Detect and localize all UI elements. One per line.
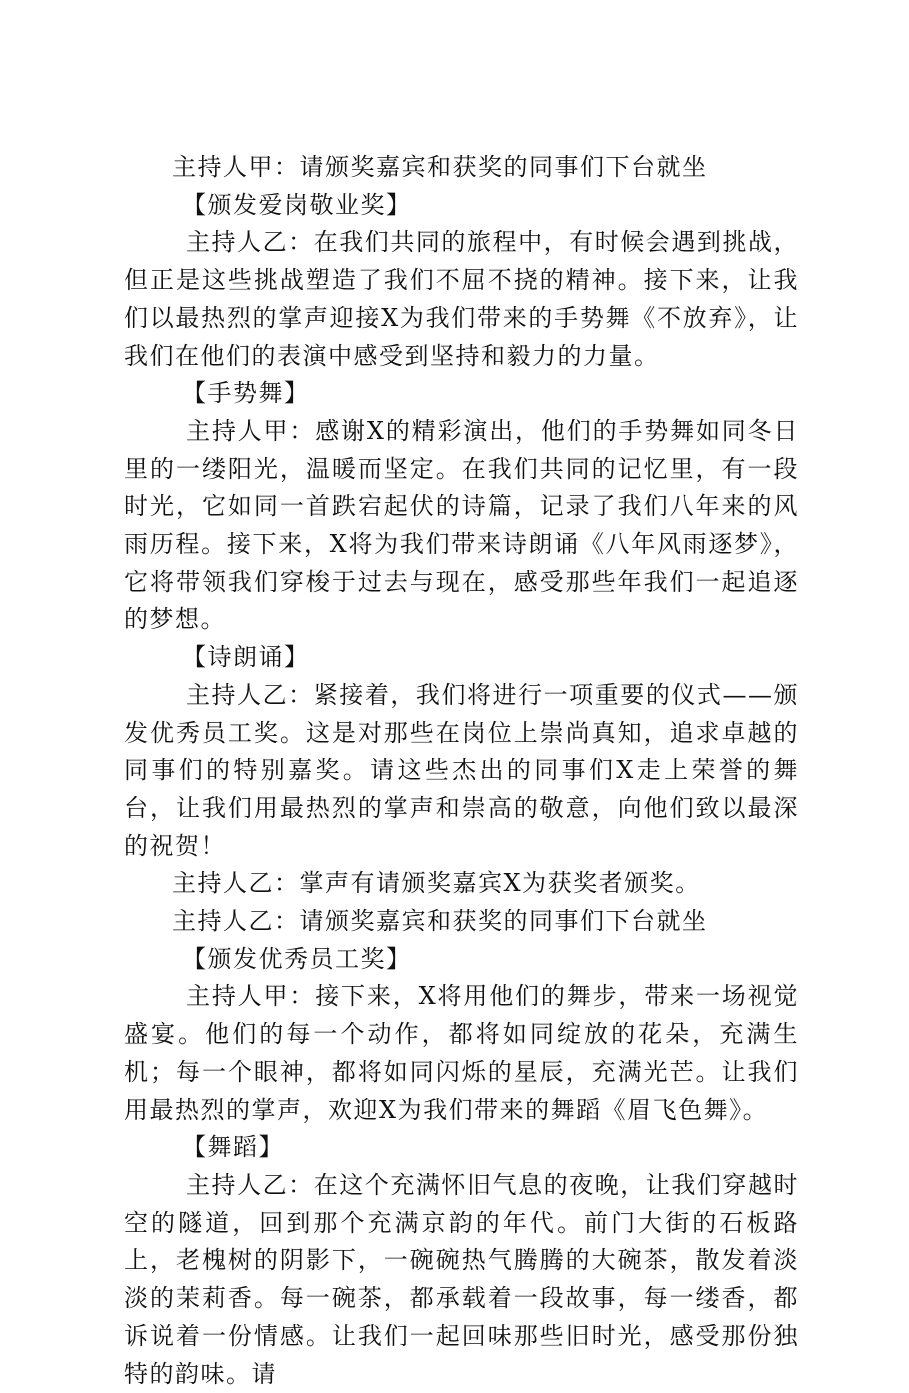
section-heading: 【舞蹈】 <box>182 1133 284 1162</box>
host-a-line: 主持人甲：请颁奖嘉宾和获奖的同事们下台就坐 <box>172 153 708 181</box>
section-heading: 【颁发优秀员工奖】 <box>182 944 412 973</box>
host-b-paragraph: 主持人乙：在我们共同的旅程中，有时候会遇到挑战，但正是这些挑战塑造了我们不屈不挠的精神。接下来，让我们以最热烈的掌声迎接X为我们带来的手势舞《不放弃》，让我们在他们的表演中感受到坚持和毅力的力量。 <box>124 228 799 370</box>
section-heading: 【颁发爱岗敬业奖】 <box>182 190 412 219</box>
host-b-line: 主持人乙：请颁奖嘉宾和获奖的同事们下台就坐 <box>172 907 708 936</box>
document-body <box>124 149 799 1393</box>
host-b-paragraph: 主持人乙：在这个充满怀旧气息的夜晚，让我们穿越时空的隧道，回到那个充满京韵的年代。前门大街的石板路上，老槐树的阴影下，一碗碗热气腾腾的大碗茶，散发着淡淡的茉莉香。每一碗茶，都承载着一段故事，每一缕香，都诉说着一份情感。让我们一起回味那些旧时光，感受那份独特的韵味。请 <box>124 1170 799 1388</box>
host-b-line: 主持人乙：掌声有请颁奖嘉宾X为获奖者颁奖。 <box>172 869 701 898</box>
host-a-paragraph: 主持人甲：感谢X的精彩演出，他们的手势舞如同冬日里的一缕阳光，温暖而坚定。在我们共同的记忆里，有一段时光，它如同一首跌宕起伏的诗篇，记录了我们八年来的风雨历程。接下来，X将为我们带来诗朗诵《八年风雨逐梦》，它将带领我们穿梭于过去与现在，感受那些年我们一起追逐的梦想。 <box>124 416 799 634</box>
host-b-paragraph: 主持人乙：紧接着，我们将进行一项重要的仪式——颁发优秀员工奖。这是对那些在岗位上崇尚真知，追求卓越的同事们的特别嘉奖。请这些杰出的同事们X走上荣誉的舞台，让我们用最热烈的掌声和崇高的敬意，向他们致以最深的祝贺！ <box>124 680 799 860</box>
section-heading: 【手势舞】 <box>182 379 310 408</box>
host-a-paragraph: 主持人甲：接下来，X将用他们的舞步，带来一场视觉盛宴。他们的每一个动作，都将如同绽放的花朵，充满生机；每一个眼神，都将如同闪烁的星辰，充满光芒。让我们用最热烈的掌声，欢迎X为我们带来的舞蹈《眉飞色舞》。 <box>124 982 799 1124</box>
section-heading: 【诗朗诵】 <box>182 643 310 672</box>
